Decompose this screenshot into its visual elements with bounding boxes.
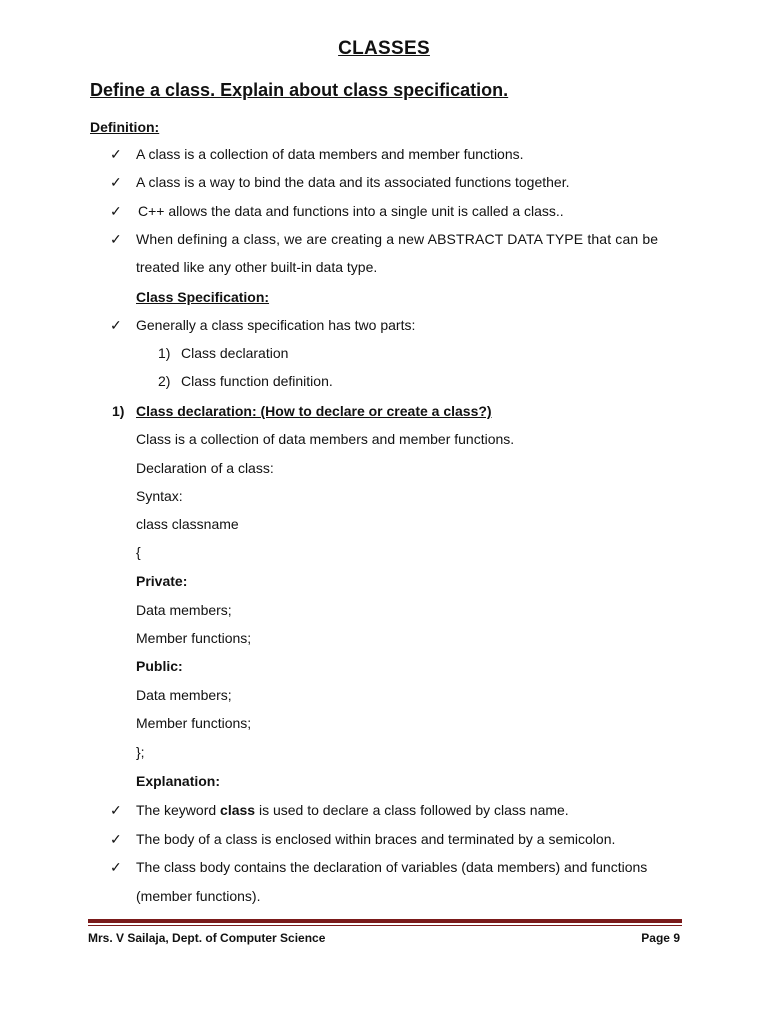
- check-icon: ✓: [110, 146, 122, 162]
- explanation-point: The keyword class is used to declare a class followed by class name.: [136, 802, 569, 818]
- page-number: Page 9: [641, 931, 680, 945]
- check-icon: ✓: [110, 203, 122, 219]
- check-icon: ✓: [110, 802, 122, 818]
- section-number: 1): [112, 403, 125, 419]
- explanation-label: Explanation:: [136, 773, 221, 789]
- list-item: Class function definition.: [181, 373, 333, 389]
- check-icon: ✓: [110, 859, 122, 875]
- private-label: Private:: [136, 573, 188, 589]
- code-line: Data members;: [136, 602, 232, 618]
- list-item: Class declaration: [181, 345, 289, 361]
- section-line: Class is a collection of data members and member functions.: [136, 431, 515, 447]
- public-label: Public:: [136, 658, 183, 674]
- code-line: class classname: [136, 516, 239, 532]
- footer-rule: [88, 919, 682, 923]
- definition-point: When defining a class, we are creating a new ABSTRACT DATA TYPE that can be: [136, 231, 659, 247]
- definition-point: C++ allows the data and functions into a single unit is called a class..: [138, 203, 564, 219]
- explanation-point-continued: (member functions).: [136, 888, 261, 904]
- footer-author: Mrs. V Sailaja, Dept. of Computer Science: [88, 931, 326, 945]
- explanation-point: The class body contains the declaration of variables (data members) and functions: [136, 859, 648, 875]
- explanation-point: The body of a class is enclosed within braces and terminated by a semicolon.: [136, 831, 616, 847]
- check-icon: ✓: [110, 174, 122, 190]
- list-number: 1): [158, 345, 171, 361]
- check-icon: ✓: [110, 231, 122, 247]
- code-line: };: [136, 744, 145, 760]
- list-number: 2): [158, 373, 171, 389]
- check-icon: ✓: [110, 317, 122, 333]
- code-line: Member functions;: [136, 715, 252, 731]
- code-line: Data members;: [136, 687, 232, 703]
- page-title: CLASSES: [338, 38, 430, 59]
- definition-point: A class is a way to bind the data and its associated functions together.: [136, 174, 570, 190]
- definition-label: Definition:: [90, 119, 160, 135]
- footer-rule-thin: [88, 925, 682, 926]
- class-specification-label: Class Specification:: [136, 289, 270, 305]
- definition-point: A class is a collection of data members and member functions.: [136, 146, 524, 162]
- code-line: {: [136, 544, 141, 560]
- section-line: Declaration of a class:: [136, 460, 274, 476]
- syntax-label: Syntax:: [136, 488, 183, 504]
- code-line: Member functions;: [136, 630, 252, 646]
- section-title: Class declaration: (How to declare or create a class?): [136, 403, 492, 419]
- definition-point-continued: treated like any other built-in data type.: [136, 259, 378, 275]
- specification-intro: Generally a class specification has two parts:: [136, 317, 416, 333]
- check-icon: ✓: [110, 831, 122, 847]
- question-heading: Define a class. Explain about class specification.: [90, 80, 509, 100]
